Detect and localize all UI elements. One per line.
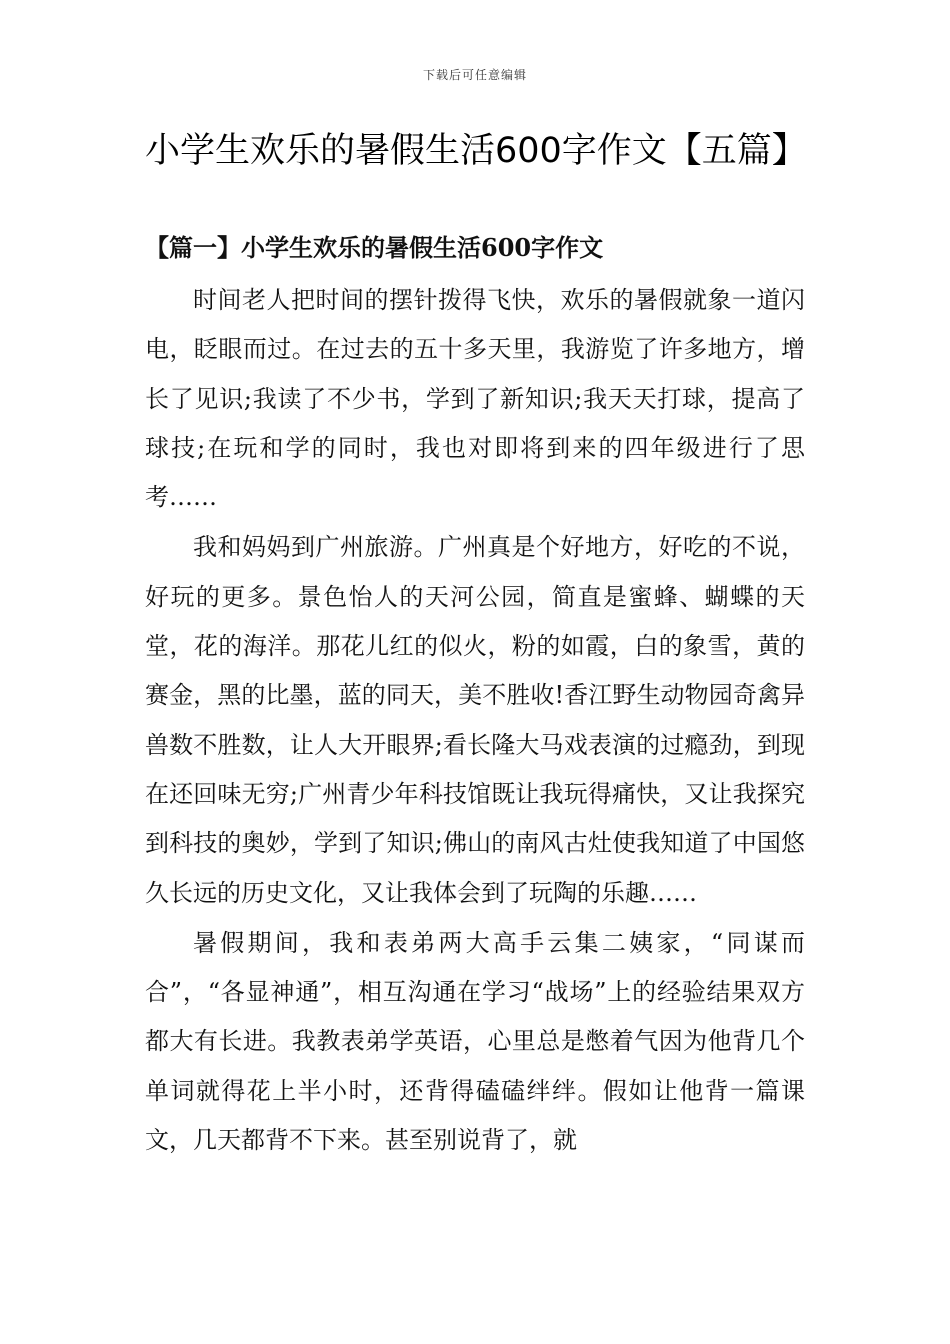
paragraph: 我和妈妈到广州旅游。广州真是个好地方，好吃的不说，好玩的更多。景色怡人的天河公园，简直是蜜蜂、蝴蝶的天堂，花的海洋。那花儿红的似火，粉的如霞，白的象雪，黄的赛金，黑的比墨，蓝的同天，美不胜收!香江野生动物园奇禽异兽数不胜数，让人大开眼界;看长隆大马戏表演的过瘾劲，到现在还回味无穷;广州青少年科技馆既让我玩得痛快，又让我探究到科技的奥妙，学到了知识;佛山的南风古灶使我知道了中国悠久长远的历史文化，又让我体会到了玩陶的乐趣…… xyxy=(145,533,805,907)
header-note: 下载后可任意编辑 xyxy=(422,68,527,82)
paragraph: 时间老人把时间的摆针拨得飞快，欢乐的暑假就象一道闪电，眨眼而过。在过去的五十多天里，我游览了许多地方，增长了见识;我读了不少书，学到了新知识;我天天打球，提高了球技;在玩和学的同时，我也对即将到来的四年级进行了思考…… xyxy=(145,286,805,512)
paragraph: 暑假期间，我和表弟两大高手云集二姨家，“同谋而合”，“各显神通”，相互沟通在学习“战场”上的经验结果双方都大有长进。我教表弟学英语，心里总是憋着气因为他背几个单词就得花上半小时，还背得磕磕绊绊。假如让他背一篇课文，几天都背不下来。甚至别说背了，就 xyxy=(145,928,805,1155)
document-title: 小学生欢乐的暑假生活600字作文【五篇】 xyxy=(145,131,807,171)
document-body xyxy=(145,276,805,1166)
section-heading: 【篇一】小学生欢乐的暑假生活600字作文 xyxy=(145,233,604,262)
